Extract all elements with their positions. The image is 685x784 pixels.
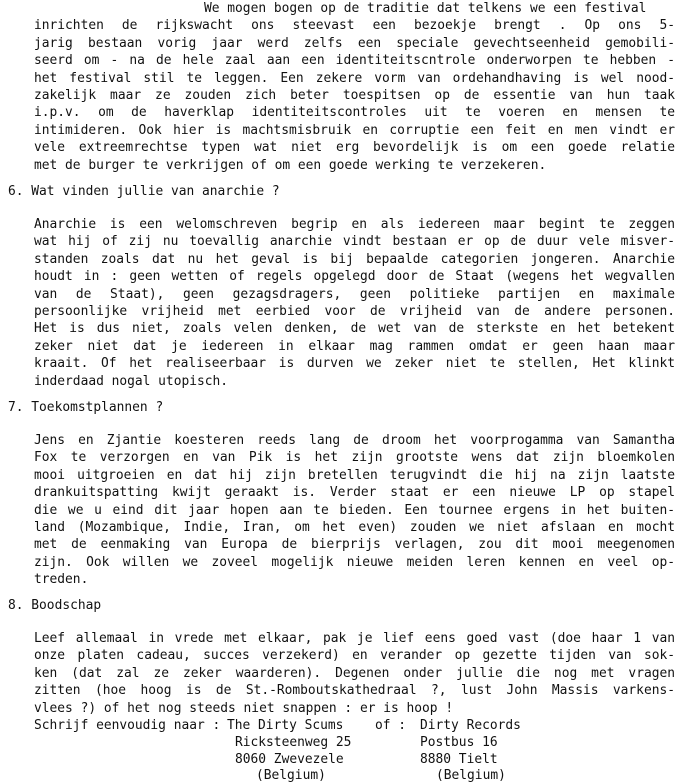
address-street-2: Postbus 16 [420, 735, 498, 750]
section-heading-8: 8. Boodschap [8, 598, 102, 613]
text-line: die we u eind dit jaar hopen aan te bieden. Een tournee ergens in het buiten- [34, 502, 675, 518]
text-line: inrichten de rijkswacht ons steevast een bezoekje brengt . Op ons 5- [34, 18, 675, 34]
text-line: inderdaad nogal utopisch. [34, 373, 229, 389]
text-line: ken (dat zal ze zeker waarderen). Degenen onder jullie die nog met vragen [34, 665, 675, 681]
text-line: wat hij of zij nu toevallig anarchie vindt bestaan er op de duur vele misver- [34, 234, 675, 250]
address-city-1: 8060 Zwevezele [235, 752, 344, 767]
text-line: zakelijk maar ze zouden zich beter toespitsen op de essentie van hun taak [34, 87, 675, 103]
address-country-1: (Belgium) [256, 768, 326, 783]
text-line: Het is dus niet, zoals velen denken, de wet van de sterkste en het betekent [34, 321, 675, 337]
intro-paragraph [34, 0, 675, 174]
text-line: het festival stil te leggen. Een zekere vorm van ordehandhaving is wel nood- [34, 70, 675, 86]
text-line: standen zoals dat nu het geval is bij bepaalde categorien jongeren. Anarchie [34, 251, 675, 267]
text-line: We mogen bogen op de traditie dat telkens we een festival [204, 1, 647, 16]
text-line: zitten (hoe hoog is de St.-Romboutskathedraal ?, lust John Massis varkens- [34, 683, 675, 699]
text-line: van de Staat), geen gezagsdragers, geen politieke partijen en maximale [34, 286, 675, 302]
address-name-2: Dirty Records [420, 718, 521, 733]
text-line: Leef allemaal in vrede met elkaar, pak je lief eens goed vast (doe haar 1 van [34, 631, 675, 646]
address-street-1: Ricksteenweg 25 [235, 735, 352, 750]
text-line: Fox te verzorgen en van Pik is het zijn grootste wens dat zijn bloemkolen [34, 450, 675, 466]
text-line: kraait. Of het realiseerbaar is durven we zeker niet te stellen, Het klinkt [34, 356, 675, 372]
text-line: jarig bestaan vorig jaar werd zelfs een speciale gevechtseenheid gemobili- [34, 35, 675, 51]
text-line: seerd om - na de hele zaal aan een identiteitscntrole onderworpen te hebben - [34, 53, 675, 69]
text-line: drankuitspatting kwijt geraakt is. Verder staat er een nieuwe LP op stapel [34, 485, 675, 501]
text-line: mooi uitgroeien en dat hij zijn bretellen terugvindt die hij na zijn laatste [34, 467, 675, 483]
text-line: met de burger te verkrijgen of om een goede werking te verzekeren. [34, 157, 547, 173]
text-line: zijn. Ook willen we zoveel mogelijk nieuwe meiden leren kennen en veel op- [34, 554, 675, 570]
address-country-2: (Belgium) [436, 768, 506, 783]
text-line: Jens en Zjantie koesteren reeds lang de droom het voorprogamma van Samantha [34, 433, 675, 448]
answer-paragraph-8 [34, 630, 675, 717]
text-line: Anarchie is een welomschreven begrip en als iedereen maar begint te zeggen [34, 217, 675, 232]
text-line: onze platen cadeau, succes verzekerd) en verander op gezette tijden van sok- [34, 648, 675, 664]
contact-separator: of : [375, 718, 407, 733]
text-line: met de eenmaking van Europa de bierprijs verlagen, zou dit mooi meegenomen [34, 537, 675, 553]
contact-lead: Schrijf eenvoudig naar : [34, 718, 221, 733]
text-line: i.p.v. om de haverklap identiteitscontroles uit te voeren en mensen te [34, 105, 675, 121]
section-heading-6: 6. Wat vinden jullie van anarchie ? [8, 184, 280, 199]
address-name-1: The Dirty Scums [227, 718, 344, 733]
text-line: persoonlijke vrijheid met eerbied voor de vrijheid van de andere personen. [34, 303, 675, 319]
text-line: treden. [34, 572, 89, 588]
answer-paragraph-7 [34, 432, 675, 589]
text-line: houdt in : geen wetten of regels opgelegd door de Staat (wegens het wegvallen [34, 269, 675, 285]
text-line: land (Mozambique, Indie, Iran, om het even) zouden we niet afslaan en mocht [34, 519, 675, 535]
address-city-2: 8880 Tielt [420, 752, 498, 767]
text-line: vele extreemrechtse typen wat niet erg bevordelijk is om een goede relatie [34, 140, 675, 156]
answer-paragraph-6 [34, 216, 675, 390]
section-heading-7: 7. Toekomstplannen ? [8, 400, 164, 415]
text-line: vlees ?) of het nog steeds niet snappen : er is hoop ! [34, 700, 454, 716]
text-line: zeker niet dat je iedereen in elkaar mag rammen omdat er geen haan maar [34, 338, 675, 354]
text-line: intimideren. Ook hier is machtsmisbruik en corruptie een feit en men vindt er [34, 122, 675, 138]
